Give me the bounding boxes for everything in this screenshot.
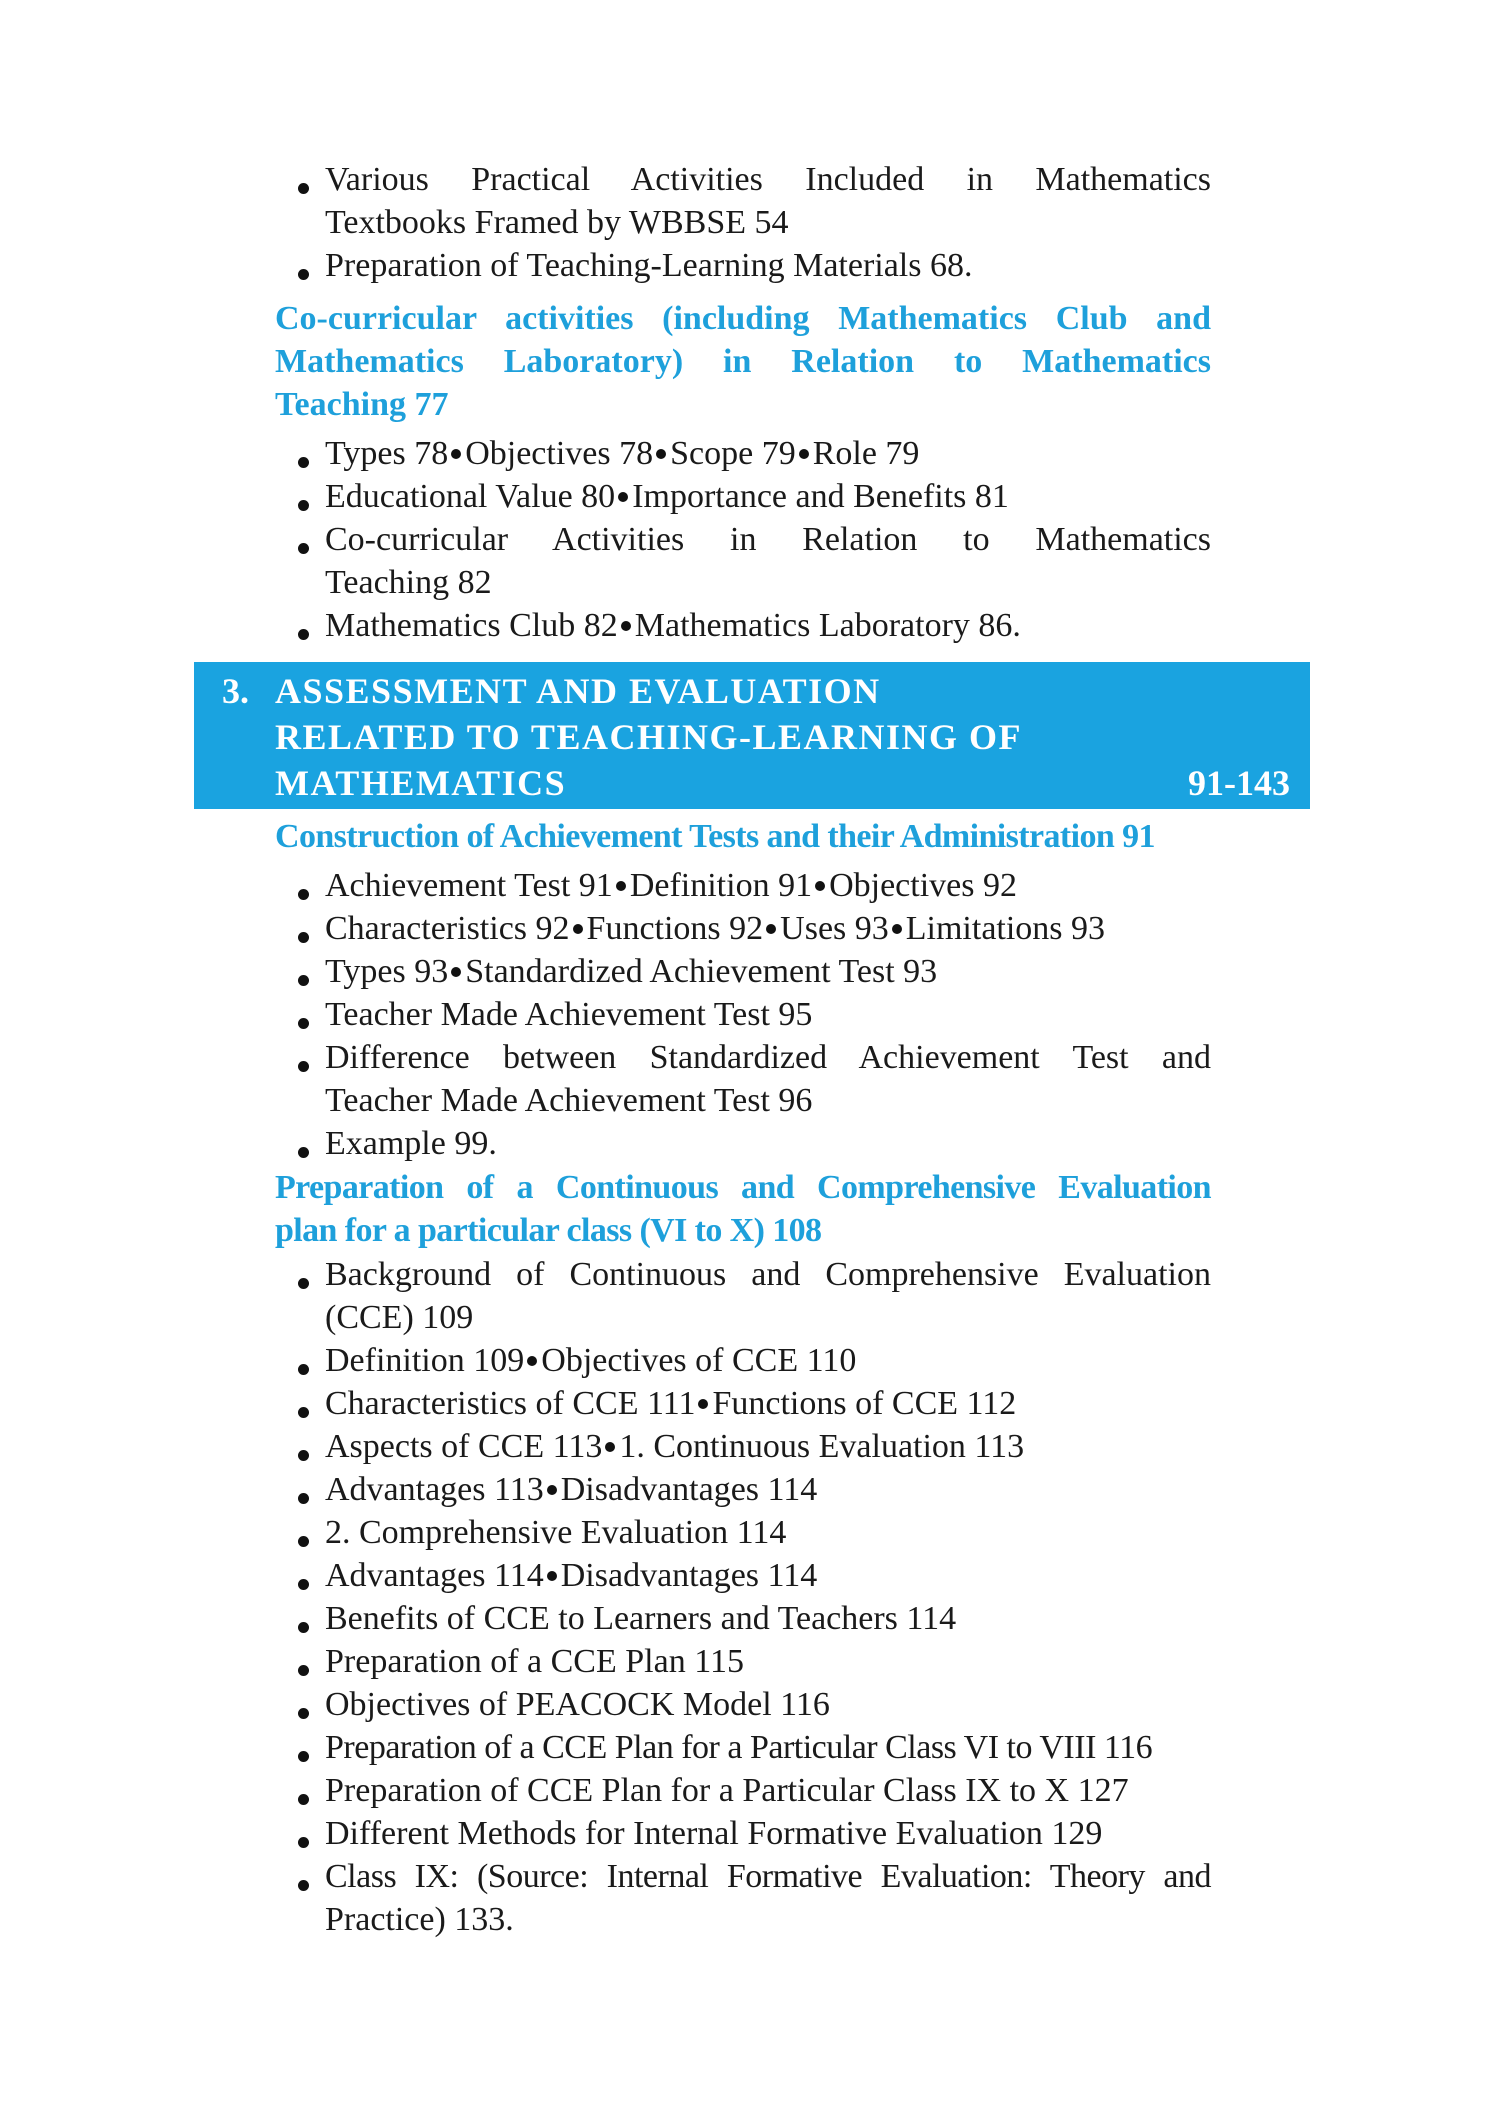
list-item-line: Teacher Made Achievement Test 96 — [325, 1082, 813, 1119]
entry: Types 93 — [325, 953, 449, 990]
entry: Role 79 — [812, 435, 920, 472]
list-item — [325, 907, 1211, 950]
list-item-line: (CCE) 109 — [325, 1299, 474, 1336]
top-list-block — [0, 158, 1500, 287]
list-item — [325, 1036, 1211, 1122]
heading-line: Co-curricular activities (including Mathematics Club and — [275, 300, 1211, 337]
list-item — [325, 1554, 1211, 1597]
list-item-line: Class IX: (Source: Internal Formative Evaluation: Theory and — [325, 1858, 1211, 1895]
bullet-separator-icon — [527, 1356, 537, 1366]
chapter-title-line: MATHEMATICS — [275, 763, 567, 803]
list-item — [325, 1468, 1211, 1511]
bullet-separator-icon — [618, 492, 628, 502]
top-bullet-list — [0, 158, 1211, 287]
list-item — [325, 950, 1211, 993]
chapter-title-line: ASSESSMENT AND EVALUATION — [275, 671, 881, 711]
bullet-separator-icon — [547, 1571, 557, 1581]
bullet-separator-icon — [892, 924, 902, 934]
entry: Mathematics Laboratory 86. — [634, 607, 1021, 644]
list-item — [325, 158, 1211, 244]
list-item-line: Teaching 82 — [325, 564, 492, 601]
entry: Aspects of CCE 113 — [325, 1428, 603, 1465]
entry: Objectives 78 — [465, 435, 654, 472]
entry: Functions of CCE 112 — [712, 1385, 1017, 1422]
chapter-number: 3. — [222, 671, 249, 711]
list-item: 2. Comprehensive Evaluation 114 — [325, 1511, 1211, 1554]
list-item: Benefits of CCE to Learners and Teachers 114 — [325, 1597, 1211, 1640]
entry: Achievement Test 91 — [325, 867, 613, 904]
list-item: Different Methods for Internal Formative Evaluation 129 — [325, 1812, 1211, 1855]
entry: Types 78 — [325, 435, 449, 472]
list-item: Objectives of PEACOCK Model 116 — [325, 1683, 1211, 1726]
bullet-separator-icon — [815, 881, 825, 891]
bullet-separator-icon — [616, 881, 626, 891]
entry: Functions 92 — [586, 910, 764, 947]
entry: Characteristics of CCE 111 — [325, 1385, 696, 1422]
entry: Definition 109 — [325, 1342, 525, 1379]
list-item — [325, 518, 1211, 604]
heading-line: Construction of Achievement Tests and their Administration 91 — [275, 818, 1155, 855]
entry: Advantages 114 — [325, 1557, 544, 1594]
achievement-list-block — [0, 864, 1500, 1165]
list-item: Teacher Made Achievement Test 95 — [325, 993, 1211, 1036]
entry: Mathematics Club 82 — [325, 607, 618, 644]
list-item-line: Various Practical Activities Included in Mathematics — [325, 161, 1211, 198]
list-item: Preparation of a CCE Plan for a Particular Class VI to VIII 116 — [325, 1726, 1211, 1769]
heading-line: Teaching 77 — [275, 386, 449, 423]
list-item — [325, 604, 1211, 647]
list-item — [325, 1425, 1211, 1468]
list-item-line: Textbooks Framed by WBBSE 54 — [325, 204, 789, 241]
entry: Importance and Benefits 81 — [632, 478, 1009, 515]
list-item: Preparation of CCE Plan for a Particular Class IX to X 127 — [325, 1769, 1211, 1812]
entry: Disadvantages 114 — [560, 1557, 818, 1594]
list-item — [325, 1253, 1211, 1339]
chapter-title-band — [194, 662, 1310, 809]
heading-line: plan for a particular class (VI to X) 108 — [275, 1212, 822, 1249]
bullet-separator-icon — [451, 967, 461, 977]
bullet-separator-icon — [656, 449, 666, 459]
bullet-separator-icon — [698, 1399, 708, 1409]
entry: Objectives of CCE 110 — [541, 1342, 857, 1379]
cocurricular-bullet-list — [0, 432, 1211, 647]
cocurricular-list-block — [0, 432, 1500, 647]
entry: Standardized Achievement Test 93 — [465, 953, 938, 990]
entry: Limitations 93 — [905, 910, 1106, 947]
bullet-separator-icon — [621, 621, 631, 631]
entry: 1. Continuous Evaluation 113 — [619, 1428, 1025, 1465]
entry: Definition 91 — [629, 867, 813, 904]
bullet-separator-icon — [766, 924, 776, 934]
entry: Objectives 92 — [829, 867, 1017, 904]
list-item — [325, 475, 1211, 518]
chapter-page-range: 91-143 — [1188, 763, 1290, 803]
entry: Advantages 113 — [325, 1471, 544, 1508]
entry: Disadvantages 114 — [560, 1471, 818, 1508]
bullet-separator-icon — [547, 1485, 557, 1495]
list-item-line: Background of Continuous and Comprehensive Evaluation — [325, 1256, 1211, 1293]
list-item — [325, 1339, 1211, 1382]
bullet-separator-icon — [451, 449, 461, 459]
heading-line: Mathematics Laboratory) in Relation to Mathematics — [275, 343, 1211, 380]
entry: Scope 79 — [670, 435, 796, 472]
section-heading-cce — [275, 1166, 1211, 1252]
heading-line: Preparation of a Continuous and Comprehensive Evaluation — [275, 1169, 1211, 1206]
list-item: Preparation of Teaching-Learning Materials 68. — [325, 244, 1211, 287]
entry: Uses 93 — [780, 910, 889, 947]
bullet-separator-icon — [605, 1442, 615, 1452]
cce-bullet-list — [0, 1253, 1211, 1941]
entry: Characteristics 92 — [325, 910, 570, 947]
cce-list-block — [0, 1253, 1500, 1941]
list-item-line: Co-curricular Activities in Relation to Mathematics — [325, 521, 1211, 558]
chapter-title-line: RELATED TO TEACHING-LEARNING OF — [275, 717, 1022, 757]
list-item-line: Practice) 133. — [325, 1901, 514, 1938]
list-item: Example 99. — [325, 1122, 1211, 1165]
list-item — [325, 864, 1211, 907]
list-item — [325, 1855, 1211, 1941]
bullet-separator-icon — [799, 449, 809, 459]
section-heading-achievement — [275, 815, 1211, 858]
list-item-line: Difference between Standardized Achievement Test and — [325, 1039, 1211, 1076]
bullet-separator-icon — [573, 924, 583, 934]
list-item — [325, 1382, 1211, 1425]
list-item — [325, 432, 1211, 475]
section-heading-cocurricular — [275, 297, 1211, 426]
achievement-bullet-list — [0, 864, 1211, 1165]
entry: Educational Value 80 — [325, 478, 616, 515]
list-item: Preparation of a CCE Plan 115 — [325, 1640, 1211, 1683]
